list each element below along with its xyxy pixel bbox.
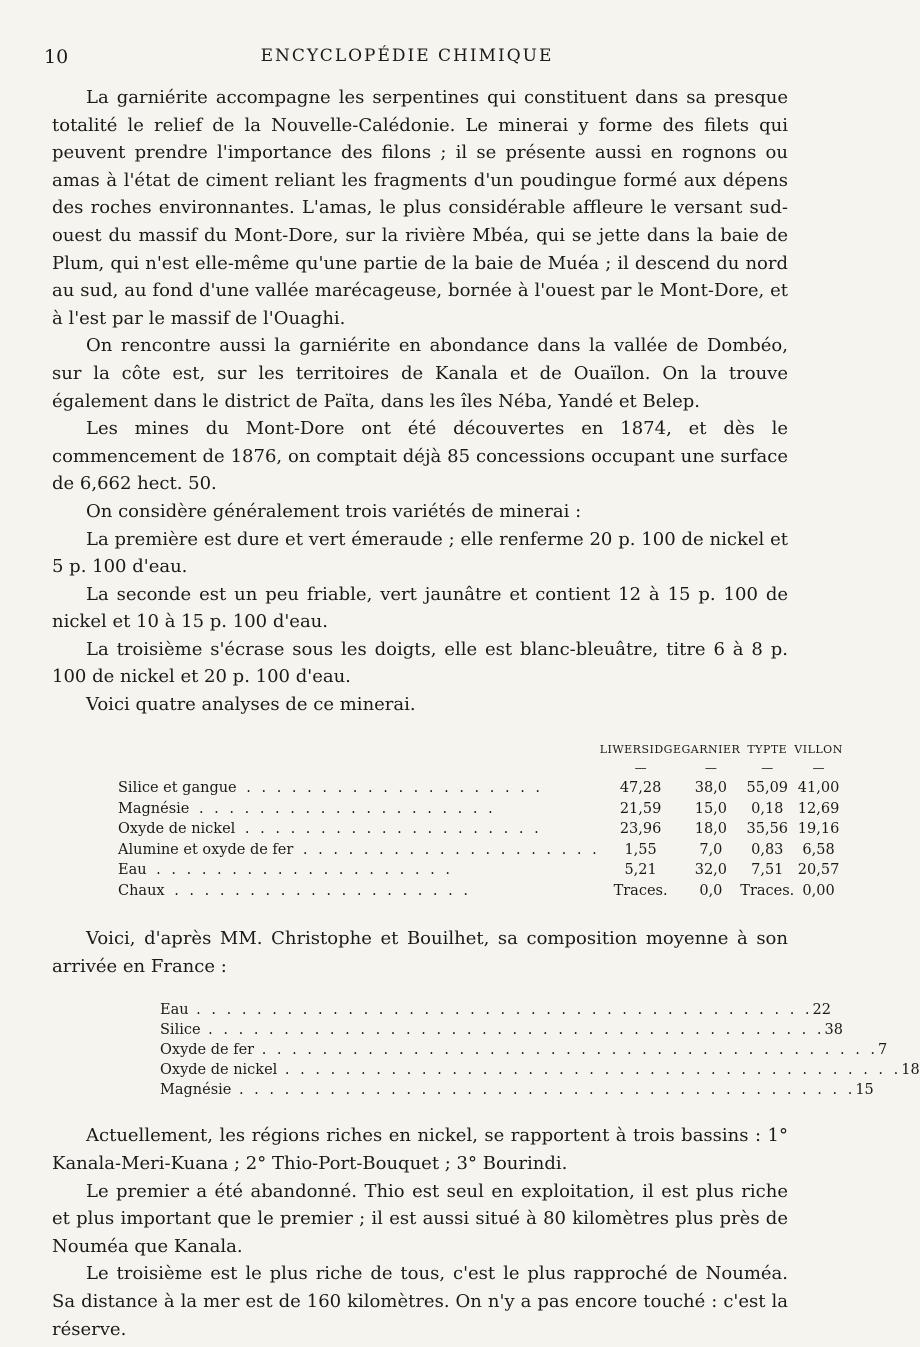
table-cell: 20,57 [797, 862, 840, 879]
composition-label: Silice [160, 1022, 201, 1039]
table-cell: 21,59 [619, 800, 662, 817]
table-cell: 6,58 [802, 841, 835, 858]
paragraph: La troisième s'écrase sous les doigts, elle est blanc-bleuâtre, titre 6 à 8 p. 100 de nickel et 20 p. 100 d'eau. [52, 638, 788, 688]
column-header: VILLON [794, 742, 843, 756]
paragraph: Voici, d'après MM. Christophe et Bouilhet, sa composition moyenne à son arrivée en France : [52, 928, 788, 977]
column-dash: — [634, 760, 647, 775]
table-cell: 32,0 [694, 862, 728, 879]
composition-label: Magnésie [160, 1082, 232, 1099]
paragraph: Actuellement, les régions riches en nickel, se rapportent à trois bassins : 1° Kanala-Meri-Kuana ; 2° Thio-Port-Bouquet ; 3° Bourindi. [52, 1125, 788, 1174]
dot-leader: . . . . . . . . . . . . . . . . . . . . . . . . . . . . . . . . . . . . . . . . . [231, 1082, 856, 1099]
table-row [118, 840, 843, 861]
composition-label-cell [160, 1080, 855, 1100]
composition-value: 22 [812, 1002, 831, 1019]
dot-leader: . . . . . . . . . . . . . . . . . . . . . . . . . . . . . . . . . . . . . . . . . [254, 1042, 879, 1059]
dot-leader: . . . . . . . . . . . . . . . . . . . . . . . . . . . . . . . . . . . . . . . . . [200, 1022, 825, 1039]
row-label-cell [118, 819, 600, 840]
table-cell: 55,09 [746, 780, 789, 797]
composition-value: 7 [878, 1042, 888, 1059]
row-label-cell [118, 840, 600, 861]
row-label: Alumine et oxyde de fer [118, 841, 294, 858]
row-label-cell [118, 860, 600, 881]
table-cell: 38,0 [694, 780, 728, 797]
composition-list [160, 1000, 920, 1100]
table-header-row [118, 743, 843, 758]
composition-label: Oxyde de nickel [160, 1062, 278, 1079]
page-header [44, 46, 770, 70]
table-cell: 0,83 [751, 841, 784, 858]
paragraph: Les mines du Mont-Dore ont été découvertes en 1874, et dès le commencement de 1876, on comptait déjà 85 concessions occupant une surface de 6,662 hect. 50. [52, 418, 788, 495]
analysis-table [118, 743, 843, 902]
row-label-cell [118, 881, 600, 902]
column-header: TYPTE [747, 742, 788, 756]
page-number: 10 [44, 46, 69, 68]
list-item [160, 1080, 874, 1100]
paragraph: Voici quatre analyses de ce minerai. [86, 694, 416, 716]
table-cell: 15,0 [694, 800, 728, 817]
row-label-cell [118, 778, 600, 799]
table-row [118, 860, 843, 881]
paragraph: La seconde est un peu friable, vert jaunâtre et contient 12 à 15 p. 100 de nickel et 10 à 15 p. 100 d'eau. [52, 583, 788, 633]
paragraph: On rencontre aussi la garniérite en abondance dans la vallée de Dombéo, sur la côte est, sur les territoires de Kanala et de Ouaïlon. On la trouve également dans le district de Païta, dans les îles Néba, Yandé et Belep. [52, 335, 788, 412]
dot-leader: . . . . . . . . . . . . . . . . . . . . [166, 882, 471, 899]
running-title: ENCYCLOPÉDIE CHIMIQUE [260, 46, 554, 66]
list-item [160, 1060, 920, 1080]
paragraph: Le troisième est le plus riche de tous, c'est le plus rapproché de Nouméa. Sa distance à la mer est de 160 kilomètres. On n'y a pas encore touché : c'est la réserve. [52, 1263, 788, 1340]
composition-label-cell [160, 1040, 878, 1060]
dash-row [118, 758, 843, 779]
table-cell: 41,00 [797, 780, 840, 797]
analysis-table-wrapper [52, 742, 843, 902]
paragraph: On considère généralement trois variétés de minerai : [86, 500, 582, 522]
table-row [118, 819, 843, 840]
page-body [52, 84, 920, 1343]
table-cell: 7,0 [699, 841, 723, 858]
row-label: Eau [118, 862, 147, 879]
table-row [118, 778, 843, 799]
table-cell: 0,00 [802, 882, 835, 899]
table-cell: 0,18 [751, 800, 784, 817]
table-header-blank [118, 743, 600, 758]
table-cell: 12,69 [797, 800, 840, 817]
dot-leader: . . . . . . . . . . . . . . . . . . . . [237, 821, 542, 838]
dot-leader: . . . . . . . . . . . . . . . . . . . . [238, 780, 544, 797]
composition-value: 15 [855, 1082, 874, 1099]
composition-value: 38 [824, 1022, 843, 1039]
paragraph: La première est dure et vert émeraude ; elle renferme 20 p. 100 de nickel et 5 p. 100 d'eau. [52, 528, 788, 578]
dot-leader: . . . . . . . . . . . . . . . . . . . . [191, 800, 496, 817]
dot-leader: . . . . . . . . . . . . . . . . . . . . . . . . . . . . . . . . . . . . . . . . . [277, 1062, 902, 1079]
table-cell: 35,56 [746, 821, 789, 838]
composition-label-cell [160, 1060, 901, 1080]
list-item [160, 1020, 843, 1040]
table-cell: 7,51 [751, 862, 784, 879]
dot-leader: . . . . . . . . . . . . . . . . . . . . [148, 862, 453, 879]
row-label: Silice et gangue [118, 780, 237, 797]
dash-blank [118, 758, 600, 779]
dot-leader: . . . . . . . . . . . . . . . . . . . . [295, 841, 600, 858]
paragraph: Le premier a été abandonné. Thio est seul en exploitation, il est plus riche et plus important que le premier ; il est aussi situé à 80 kilomètres plus près de Nouméa que Kanala. [52, 1180, 788, 1257]
table-cell: Traces. [613, 882, 668, 899]
table-cell: 19,16 [797, 821, 840, 838]
column-dash: — [812, 760, 825, 775]
table-cell: 0,0 [699, 882, 723, 899]
column-header: LIWERSIDGE [599, 742, 682, 756]
row-label: Chaux [118, 882, 165, 899]
table-cell: 18,0 [694, 821, 728, 838]
table-row [118, 881, 843, 902]
row-label: Oxyde de nickel [118, 821, 236, 838]
table-cell: 47,28 [619, 780, 662, 797]
row-label-cell [118, 799, 600, 820]
list-item [160, 1000, 831, 1020]
composition-value: 18 [901, 1062, 920, 1079]
table-row [118, 799, 843, 820]
paragraph: La garniérite accompagne les serpentines qui constituent dans sa presque totalité le relief de la Nouvelle-Calédonie. Le minerai y forme des filets qui peuvent prendre l'importance des filons ; il se présente aussi en rognons ou amas à l'état de ciment reliant les fragments d'un poudingue formé aux dépens des roches environnantes. L'amas, le plus considérable affleure le versant sud-ouest du massif du Mont-Dore, sur la rivière Mbéa, qui se jette dans la baie de Plum, qui n'est elle-même qu'une partie de la baie de Muéa ; il descend du nord au sud, au fond d'une vallée marécageuse, bornée à l'ouest par le Mont-Dore, et à l'est par le massif de l'Ouaghi. [52, 87, 788, 329]
composition-label: Eau [160, 1002, 189, 1019]
table-cell: 1,55 [624, 841, 657, 858]
column-dash: — [704, 760, 717, 775]
table-cell: 23,96 [619, 821, 662, 838]
dot-leader: . . . . . . . . . . . . . . . . . . . . . . . . . . . . . . . . . . . . . . . . . [188, 1002, 813, 1019]
composition-label-cell [160, 1000, 813, 1020]
table-cell: Traces. [740, 882, 795, 899]
column-dash: — [761, 760, 774, 775]
composition-label: Oxyde de fer [160, 1042, 255, 1059]
list-item [160, 1040, 888, 1060]
composition-label-cell [160, 1020, 825, 1040]
row-label: Magnésie [118, 800, 190, 817]
column-header: GARNIER [681, 742, 741, 756]
table-cell: 5,21 [624, 862, 657, 879]
